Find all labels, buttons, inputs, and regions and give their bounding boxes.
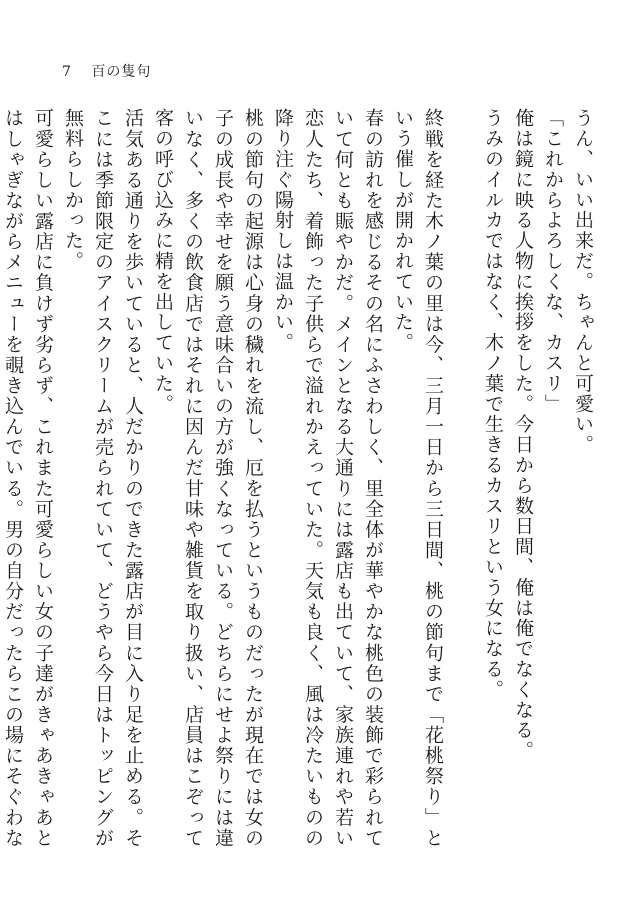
- paragraph: 俺は鏡に映る人物に挨拶をした。今日から数日間、俺は俺でなくなる。: [512, 108, 534, 761]
- paragraph: 活気ある通りを歩いていると、人だかりのできた露店が目に入り足を止める。そこには季節限定のアイスクリームが売られていて、どうやら今日はトッピングが無料らしかった。: [62, 108, 144, 848]
- chapter-title: 百の隻句: [91, 64, 152, 80]
- page-number: 7: [62, 64, 72, 80]
- paragraph: うん、いい出来だ。ちゃんと可愛い。: [572, 108, 594, 455]
- paragraph: うみのイルカではなく、木ノ葉で生きるカスリという女になる。: [482, 108, 504, 700]
- paragraph: 可愛らしい露店に負けず劣らず、これまた可愛らしい女の子達がきゃあきゃあとはしゃぎながらメニューを覗き込んでいる。男の自分だったらこの場にそぐわな: [2, 108, 54, 848]
- blank-line: [448, 108, 478, 848]
- paragraph: 「これからよろしくな、カスリ」: [542, 108, 564, 414]
- paragraph: 春の訪れを感じるその名にふさわしく、里全体が華やかな桃色の装飾で彩られていて何とも賑やかだ。メインとなる大通りには露店も出ていて、家族連れや若い恋人たち、着飾った子供らで溢れかえっていた。天気も良く、風は冷たいものの降り注ぐ陽射しは温かい。: [272, 108, 384, 848]
- vertical-text-body: [2, 108, 598, 848]
- paragraph: 終戦を経た木ノ葉の里は今、三月一日から三日間、桃の節句まで「花桃祭り」という催しが開かれていた。: [392, 108, 444, 848]
- paragraph: 桃の節句の起源は心身の穢れを流し、厄を払うというものだったが現在では女の子の成長や幸せを願う意味合いの方が強くなっている。どちらにせよ祭りには違いなく、多くの飲食店ではそれに因んだ甘味や雑貨を取り扱い、店員はこぞって客の呼び込みに精を出していた。: [152, 108, 264, 848]
- running-header: [62, 62, 151, 82]
